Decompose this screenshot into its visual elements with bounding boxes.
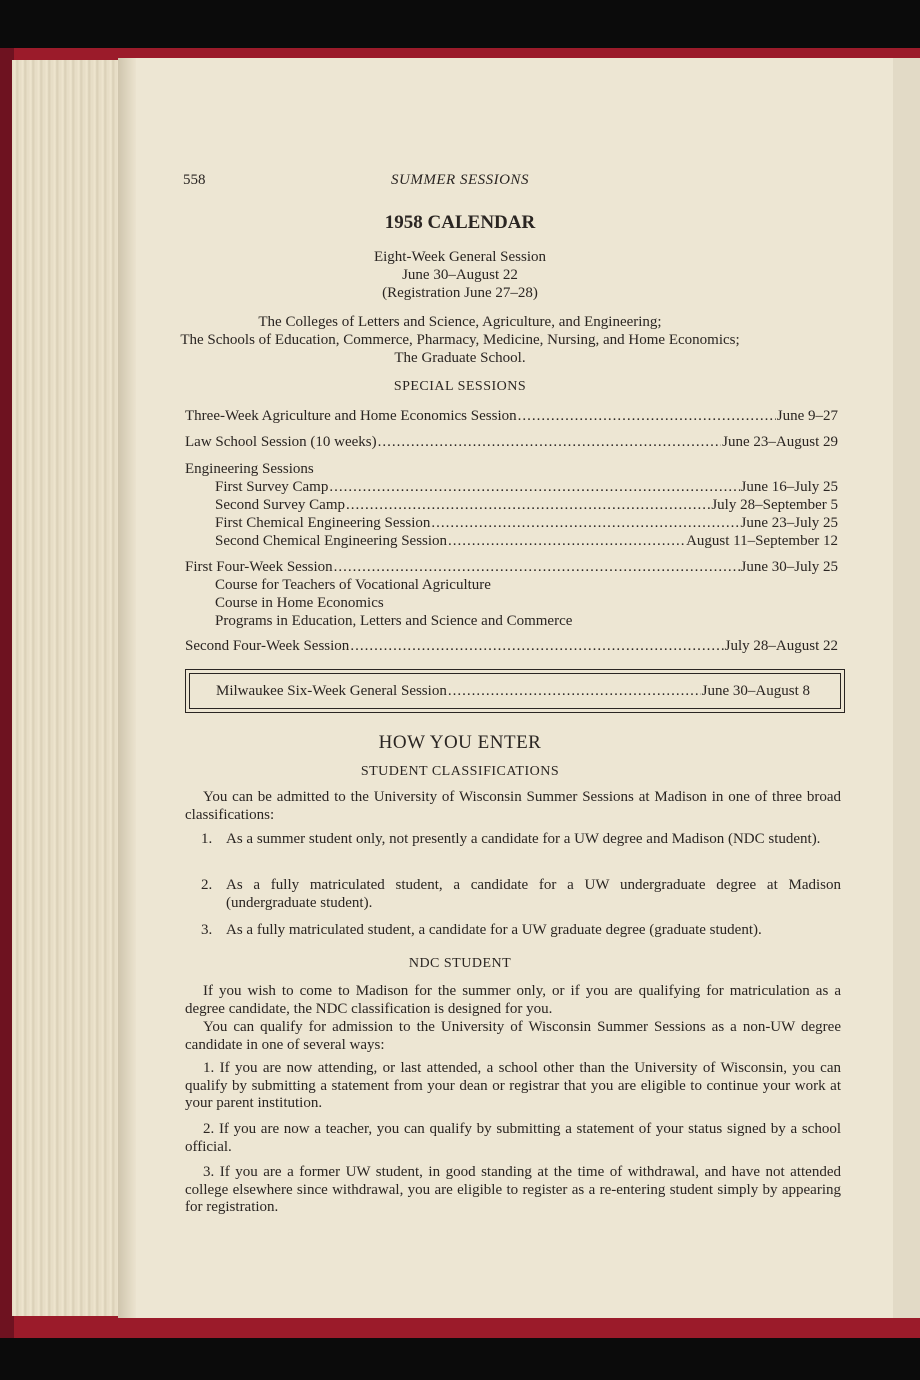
graduate-school-line: The Graduate School. — [394, 350, 526, 366]
way-paragraph: 1. If you are now attending, or last attended, a school other than the University of Wisconsin, you can qualify by submitting a statement from your dean or registrar that you are eligible to continue your work at your parent institution. — [185, 1060, 841, 1111]
engineering-dates: June 23–July 25 — [740, 515, 838, 531]
session-dates: June 9–27 — [776, 408, 838, 424]
ndc-heading: NDC STUDENT — [408, 956, 512, 971]
session-label: Three-Week Agriculture and Home Economics Session — [185, 408, 517, 424]
general-session-dates: June 30–August 22 — [402, 267, 518, 283]
classification-item: As a fully matriculated student, a candidate for a UW undergraduate degree at Madison (undergraduate student). — [226, 877, 841, 911]
engineering-label: Second Survey Camp — [215, 497, 345, 513]
ndc-paragraph: If you wish to come to Madison for the summer only, or if you are qualifying for matriculation as a degree candidate, the NDC classification is designed for you. — [185, 983, 841, 1017]
page-gutter — [118, 58, 136, 1318]
how-you-enter-heading: HOW YOU ENTER — [378, 732, 542, 753]
engineering-row — [215, 515, 838, 532]
engineering-label: First Survey Camp — [215, 479, 329, 495]
way-paragraph: 2. If you are now a teacher, you can qualify by submitting a statement of your status signed by a school official. — [185, 1121, 841, 1155]
session-dates: June 30–July 25 — [740, 559, 838, 575]
facing-page-edge — [893, 58, 920, 1318]
engineering-row — [215, 479, 838, 496]
engineering-row — [215, 533, 838, 550]
colleges-line: The Colleges of Letters and Science, Agriculture, and Engineering; — [258, 314, 662, 330]
engineering-heading: Engineering Sessions — [185, 461, 314, 477]
engineering-label: First Chemical Engineering Session — [215, 515, 431, 531]
ndc-paragraph: You can qualify for admission to the University of Wisconsin Summer Sessions as a non-UW degree candidate in one of several ways: — [185, 1019, 841, 1053]
running-title: SUMMER SESSIONS — [391, 172, 529, 188]
list-number: 2. — [201, 877, 213, 893]
course-line: Programs in Education, Letters and Science and Commerce — [215, 613, 573, 629]
list-number: 3. — [201, 922, 213, 938]
engineering-label: Second Chemical Engineering Session — [215, 533, 448, 549]
schools-line: The Schools of Education, Commerce, Pharmacy, Medicine, Nursing, and Home Economics; — [180, 332, 740, 348]
session-label: Milwaukee Six-Week General Session — [216, 683, 447, 699]
second-four-week-row — [185, 638, 838, 655]
intro-paragraph: You can be admitted to the University of Wisconsin Summer Sessions at Madison in one of three broad classifications: — [185, 789, 841, 823]
general-session-line: Eight-Week General Session — [373, 249, 547, 265]
engineering-row — [215, 497, 838, 514]
session-row — [185, 434, 838, 451]
classifications-heading: STUDENT CLASSIFICATIONS — [360, 764, 560, 779]
course-line: Course in Home Economics — [215, 595, 384, 611]
engineering-dates: July 28–September 5 — [711, 497, 838, 513]
list-number: 1. — [201, 831, 213, 847]
session-label: Second Four-Week Session — [185, 638, 350, 654]
session-label: Law School Session (10 weeks) — [185, 434, 377, 450]
first-four-week-row — [185, 559, 838, 576]
calendar-title: 1958 CALENDAR — [384, 212, 536, 233]
way-paragraph: 3. If you are a former UW student, in good standing at the time of withdrawal, and have not attended college elsewhere since withdrawal, you are eligible to register as a re-entering student simply by appearing for registration. — [185, 1164, 841, 1215]
session-label: First Four-Week Session — [185, 559, 333, 575]
classification-item: As a fully matriculated student, a candidate for a UW graduate degree (graduate student). — [226, 922, 762, 938]
special-sessions-heading: SPECIAL SESSIONS — [393, 379, 527, 394]
course-line: Course for Teachers of Vocational Agriculture — [215, 577, 491, 593]
engineering-dates: June 16–July 25 — [740, 479, 838, 495]
classification-item: As a summer student only, not presently a candidate for a UW degree and Madison (NDC student). — [226, 831, 821, 847]
session-dates: July 28–August 22 — [724, 638, 838, 654]
milwaukee-row — [216, 683, 810, 700]
session-dates: June 23–August 29 — [722, 434, 838, 450]
engineering-dates: August 11–September 12 — [686, 533, 838, 549]
page-number: 558 — [183, 172, 206, 188]
session-dates: June 30–August 8 — [701, 683, 810, 699]
session-row — [185, 408, 838, 425]
registration-dates: (Registration June 27–28) — [382, 285, 538, 301]
